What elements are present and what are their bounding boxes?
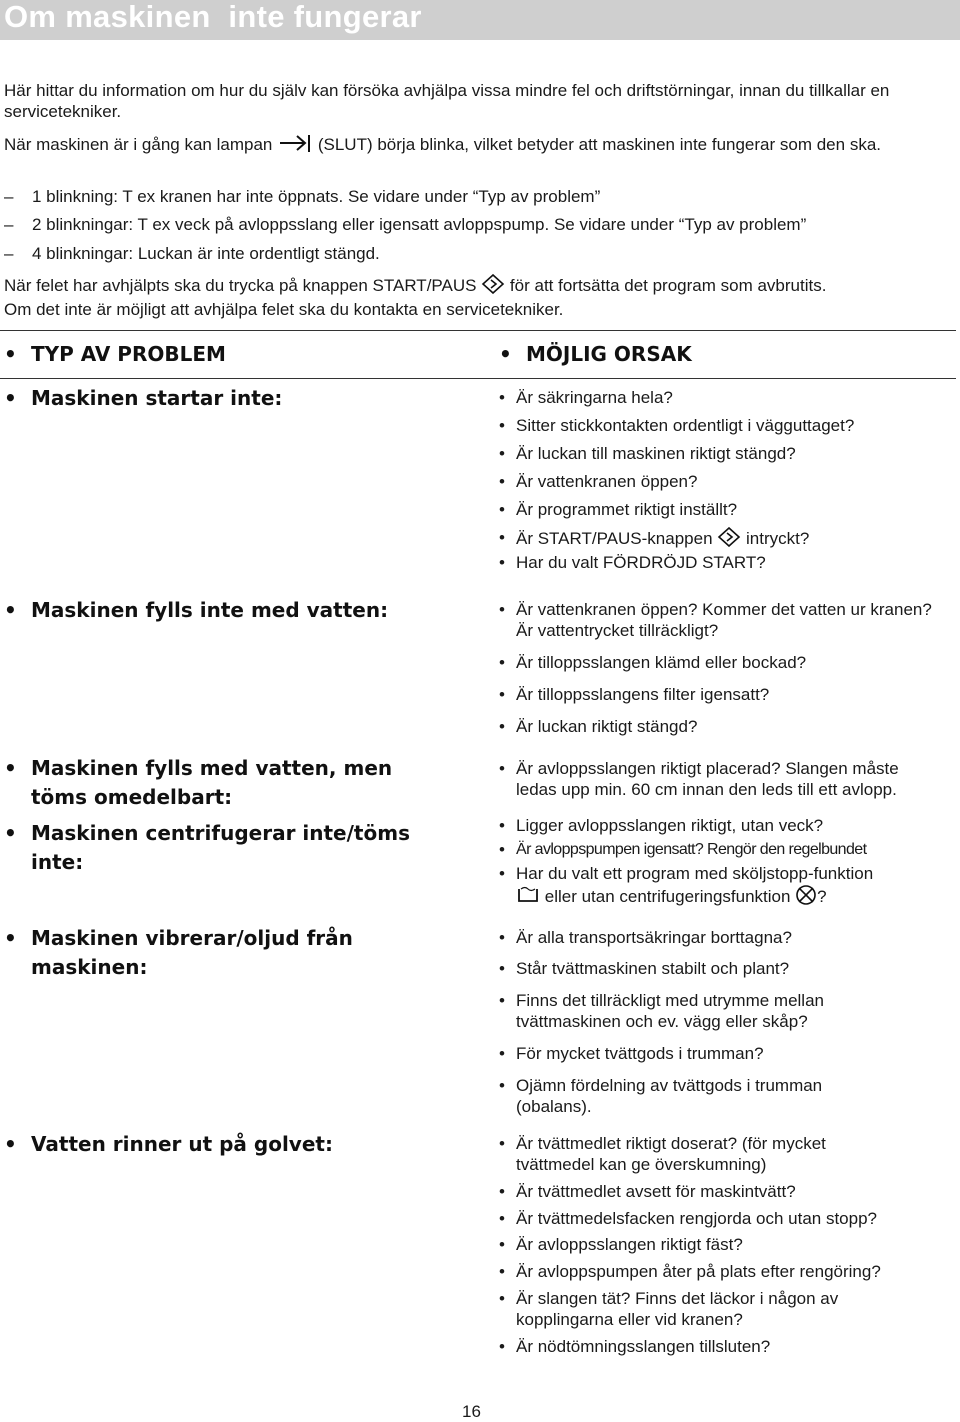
cause-item bbox=[499, 990, 949, 1032]
bullet: • bbox=[499, 1182, 505, 1201]
bullet: • bbox=[499, 600, 505, 619]
cause-item bbox=[499, 684, 949, 705]
bullet: • bbox=[499, 1262, 505, 1281]
bullet: • bbox=[499, 685, 505, 704]
cause-text-c: ? bbox=[817, 886, 827, 906]
restart-text-c: Om det inte är möjligt att avhjälpa felet ska du kontakta en servicetekniker. bbox=[4, 300, 564, 319]
bullet: • bbox=[499, 1289, 505, 1308]
cause-text: Har du valt FÖRDRÖJD START? bbox=[516, 553, 766, 572]
cause-item bbox=[499, 471, 949, 492]
page-title: Om maskinen inte fungerar bbox=[4, 0, 422, 34]
cause-item bbox=[499, 839, 949, 860]
bullet: • bbox=[499, 959, 505, 978]
cause-item bbox=[499, 527, 949, 552]
cause-text: Är avloppsslangen riktigt placerad? Slangen måste ledas upp min. 60 cm innan den leds till ett avlopp. bbox=[516, 759, 899, 799]
bullet: • bbox=[4, 342, 17, 366]
bullet: • bbox=[499, 472, 505, 491]
problem-label: Maskinen vibrerar/oljud från maskinen: bbox=[31, 926, 353, 979]
cause-item bbox=[499, 1288, 949, 1330]
cause-text: Är slangen tät? Finns det läckor i någon av kopplingarna eller vid kranen? bbox=[516, 1289, 839, 1329]
cause-text-b: eller utan centrifugeringsfunktion bbox=[544, 886, 791, 906]
cause-text-b: intryckt? bbox=[746, 528, 810, 548]
blink-text: 1 blinkning: T ex kranen har inte öppnats. Se vidare under “Typ av problem” bbox=[32, 187, 601, 206]
no-spin-icon bbox=[795, 884, 817, 911]
bullet: • bbox=[499, 717, 505, 736]
cause-text: Finns det tillräckligt med utrymme mellan tvättmaskinen och ev. vägg eller skåp? bbox=[516, 991, 824, 1031]
blink-item bbox=[4, 186, 600, 207]
cause-item bbox=[499, 758, 949, 800]
cause-item bbox=[499, 599, 949, 641]
cause-text: Är tilloppsslangen klämd eller bockad? bbox=[516, 653, 807, 672]
bullet: • bbox=[499, 928, 505, 947]
cause-item bbox=[499, 1208, 949, 1229]
restart-paragraph bbox=[4, 274, 954, 320]
bullet: • bbox=[499, 816, 505, 835]
bullet: • bbox=[499, 1134, 505, 1153]
cause-text: Är avloppsslangen riktigt fäst? bbox=[516, 1235, 743, 1254]
bullet: • bbox=[4, 821, 17, 845]
problem-label: Maskinen fylls med vatten, men töms omedelbart: bbox=[31, 756, 393, 809]
cause-item bbox=[499, 443, 949, 464]
restart-text-b: för att fortsätta det program som avbrutits. bbox=[509, 275, 827, 295]
bullet: • bbox=[499, 1076, 505, 1095]
problem-item bbox=[4, 819, 444, 877]
cause-text: Är nödtömningsslangen tillsluten? bbox=[516, 1337, 771, 1356]
bullet: • bbox=[4, 756, 17, 780]
bullet: • bbox=[4, 1132, 17, 1156]
cause-text bbox=[516, 527, 949, 552]
cause-item bbox=[499, 415, 949, 436]
cause-item bbox=[499, 1075, 949, 1117]
cause-text: Ligger avloppsslangen riktigt, utan veck? bbox=[516, 816, 824, 835]
cause-item bbox=[499, 927, 949, 948]
intro-paragraph: Här hittar du information om hur du själv kan försöka avhjälpa vissa mindre fel och driftstörningar, innan du tillkallar en servicetekniker. bbox=[4, 81, 890, 121]
cause-item bbox=[499, 863, 949, 911]
title-bar bbox=[0, 0, 960, 40]
page-number: 16 bbox=[462, 1402, 481, 1421]
cause-text: Är tvättmedlet riktigt doserat? (för mycket tvättmedel kan ge överskumning) bbox=[516, 1134, 826, 1174]
dash: – bbox=[4, 244, 14, 263]
problem-label: Maskinen startar inte: bbox=[31, 386, 283, 410]
cause-text: Står tvättmaskinen stabilt och plant? bbox=[516, 959, 790, 978]
bullet: • bbox=[499, 1209, 505, 1228]
bullet: • bbox=[499, 759, 505, 778]
cause-item bbox=[499, 716, 949, 737]
bullet: • bbox=[4, 386, 17, 410]
bullet: • bbox=[499, 840, 505, 859]
rinse-hold-icon bbox=[516, 886, 540, 909]
cause-text: Är tvättmedlet avsett för maskintvätt? bbox=[516, 1182, 796, 1201]
bullet: • bbox=[499, 653, 505, 672]
end-lamp-text-a: När maskinen är i gång kan lampan bbox=[4, 134, 273, 154]
cause-item bbox=[499, 958, 949, 979]
cause-text: Är vattenkranen öppen? bbox=[516, 472, 698, 491]
problem-item bbox=[4, 1130, 333, 1159]
cause-text: Är alla transportsäkringar borttagna? bbox=[516, 928, 792, 947]
problem-item bbox=[4, 596, 388, 625]
bullet: • bbox=[499, 1235, 505, 1254]
divider bbox=[0, 330, 956, 331]
problem-label: Vatten rinner ut på golvet: bbox=[31, 1132, 333, 1156]
cause-item bbox=[499, 1043, 949, 1064]
bullet: • bbox=[499, 991, 505, 1010]
start-pause-icon bbox=[717, 527, 741, 552]
end-lamp-paragraph bbox=[4, 133, 954, 158]
problem-label: Maskinen fylls inte med vatten: bbox=[31, 598, 389, 622]
bullet: • bbox=[499, 1337, 505, 1356]
bullet: • bbox=[499, 864, 505, 883]
cause-text: Är avloppspumpen igensatt? Rengör den regelbundet bbox=[516, 841, 867, 858]
cause-text-a: Är START/PAUS-knappen bbox=[516, 528, 713, 548]
cause-item bbox=[499, 387, 949, 408]
bullet: • bbox=[499, 500, 505, 519]
cause-item bbox=[499, 1261, 949, 1282]
cause-text: Är luckan till maskinen riktigt stängd? bbox=[516, 444, 796, 463]
bullet: • bbox=[499, 416, 505, 435]
cause-text: Är tvättmedelsfacken rengjorda och utan stopp? bbox=[516, 1209, 877, 1228]
divider bbox=[0, 378, 956, 379]
blink-item bbox=[4, 243, 380, 264]
cause-item bbox=[499, 1336, 949, 1357]
cause-item bbox=[499, 1181, 949, 1202]
cause-text: Är vattenkranen öppen? Kommer det vatten ur kranen? Är vattentrycket tillräckligt? bbox=[516, 600, 932, 640]
end-lamp-text-b: (SLUT) börja blinka, vilket betyder att maskinen inte fungerar som den ska. bbox=[317, 134, 881, 154]
restart-text-a: När felet har avhjälpts ska du trycka på knappen START/PAUS bbox=[4, 275, 477, 295]
bullet: • bbox=[4, 598, 17, 622]
cause-item bbox=[499, 652, 949, 673]
blink-text: 2 blinkningar: T ex veck på avloppsslang eller igensatt avloppspump. Se vidare under “Typ av problem” bbox=[32, 215, 807, 234]
cause-item bbox=[499, 815, 949, 836]
cause-text-a: Har du valt ett program med sköljstopp-funktion bbox=[516, 864, 874, 883]
column-header-problem-label: TYP AV PROBLEM bbox=[31, 342, 226, 366]
column-header-cause-label: MÖJLIG ORSAK bbox=[526, 342, 692, 366]
cause-item bbox=[499, 499, 949, 520]
bullet: • bbox=[499, 528, 505, 547]
cause-text: Är luckan riktigt stängd? bbox=[516, 717, 698, 736]
bullet: • bbox=[499, 444, 505, 463]
bullet: • bbox=[4, 926, 17, 950]
cause-text: Sitter stickkontakten ordentligt i vägguttaget? bbox=[516, 416, 855, 435]
cause-text: Ojämn fördelning av tvättgods i trumman (obalans). bbox=[516, 1076, 823, 1116]
cause-text bbox=[516, 863, 949, 911]
cause-item bbox=[499, 552, 949, 573]
blink-text: 4 blinkningar: Luckan är inte ordentligt stängd. bbox=[32, 244, 380, 263]
dash: – bbox=[4, 215, 14, 234]
cause-text: Är säkringarna hela? bbox=[516, 388, 673, 407]
bullet: • bbox=[499, 1044, 505, 1063]
cause-text: Är avloppspumpen åter på plats efter rengöring? bbox=[516, 1262, 881, 1281]
problem-item bbox=[4, 384, 282, 413]
problem-label: Maskinen centrifugerar inte/töms inte: bbox=[31, 821, 410, 874]
start-pause-icon bbox=[481, 274, 505, 299]
cause-text: Är programmet riktigt inställt? bbox=[516, 500, 738, 519]
problem-item bbox=[4, 924, 361, 982]
bullet: • bbox=[499, 388, 505, 407]
cause-item bbox=[499, 1234, 949, 1255]
cause-item bbox=[499, 1133, 949, 1175]
column-header-problem bbox=[4, 342, 226, 366]
problem-item bbox=[4, 754, 444, 812]
end-arrow-icon bbox=[277, 133, 313, 158]
bullet: • bbox=[499, 553, 505, 572]
blink-item bbox=[4, 214, 806, 235]
bullet: • bbox=[499, 342, 512, 366]
cause-text: Är tilloppsslangens filter igensatt? bbox=[516, 685, 770, 704]
cause-text: För mycket tvättgods i trumman? bbox=[516, 1044, 764, 1063]
dash: – bbox=[4, 187, 14, 206]
column-header-cause bbox=[499, 342, 692, 366]
